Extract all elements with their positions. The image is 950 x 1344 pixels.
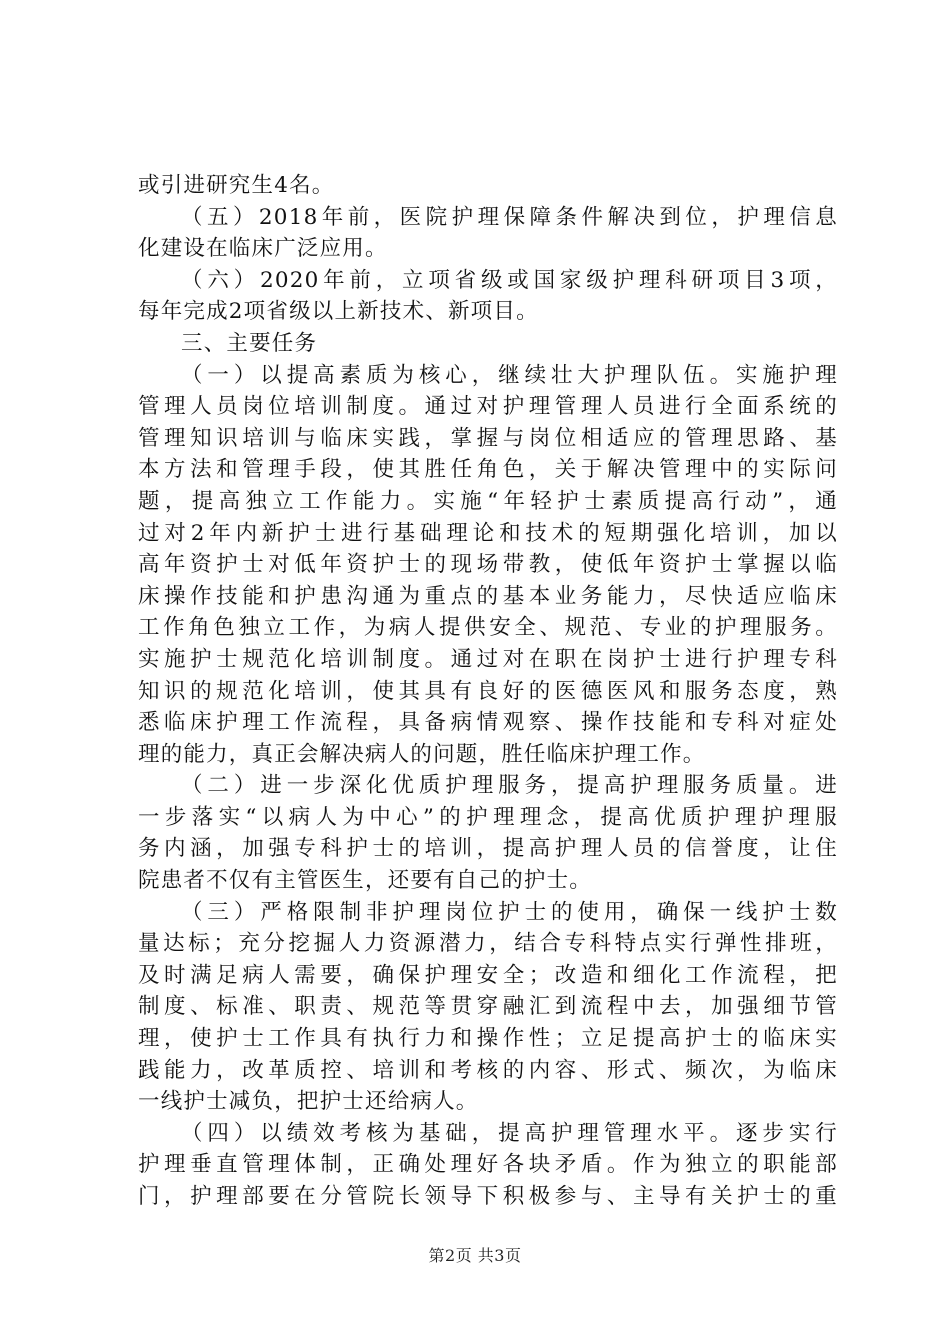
text-line: 三、主要任务 — [181, 330, 318, 356]
text-line: 本方法和管理手段，使其胜任角色，关于解决管理中的实际问 — [138, 457, 838, 483]
text-line: （五）2018年前，医院护理保障条件解决到位，护理信息 — [181, 204, 838, 230]
text-line: 知识的规范化培训，使其具有良好的医德医风和服务态度，熟 — [138, 678, 838, 704]
text-line: 理，使护士工作具有执行力和操作性；立足提高护士的临床实 — [138, 1026, 838, 1052]
text-line: 制度、标准、职责、规范等贯穿融汇到流程中去，加强细节管 — [138, 994, 838, 1020]
text-line: 践能力，改革质控、培训和考核的内容、形式、频次，为临床 — [138, 1057, 838, 1083]
text-line: 实施护士规范化培训制度。通过对在职在岗护士进行护理专科 — [138, 646, 838, 672]
text-line: 床操作技能和护患沟通为重点的基本业务能力，尽快适应临床 — [138, 583, 838, 609]
text-line: （二）进一步深化优质护理服务，提高护理服务质量。进 — [181, 773, 838, 799]
document-body — [138, 170, 838, 1213]
text-line: 门，护理部要在分管院长领导下积极参与、主导有关护士的重 — [138, 1184, 838, 1209]
text-line: 每年完成2项省级以上新技术、新项目。 — [138, 299, 539, 325]
text-line: 或引进研究生4名。 — [138, 173, 335, 198]
text-line: 高年资护士对低年资护士的现场带教，使低年资护士掌握以临 — [138, 552, 838, 578]
text-line: 及时满足病人需要，确保护理安全；改造和细化工作流程，把 — [138, 962, 838, 988]
text-line: 护理垂直管理体制，正确处理好各块矛盾。作为独立的职能部 — [138, 1152, 838, 1178]
text-line: （六）2020年前，立项省级或国家级护理科研项目3项， — [181, 267, 838, 293]
text-line: 化建设在临床广泛应用。 — [138, 236, 388, 262]
text-line: 题，提高独立工作能力。实施“年轻护士素质提高行动”，通 — [138, 488, 838, 514]
text-line: （四）以绩效考核为基础，提高护理管理水平。逐步实行 — [181, 1120, 838, 1146]
text-line: 一步落实“以病人为中心”的护理理念，提高优质护理护理服 — [138, 804, 838, 830]
text-line: （一）以提高素质为核心，继续壮大护理队伍。实施护理 — [181, 362, 838, 388]
text-line: 一线护士减负，把护士还给病人。 — [138, 1089, 479, 1115]
text-line: 悉临床护理工作流程，具备病情观察、操作技能和专科对症处 — [138, 710, 838, 736]
text-line: （三）严格限制非护理岗位护士的使用，确保一线护士数 — [181, 899, 838, 925]
text-line: 工作角色独立工作，为病人提供安全、规范、专业的护理服务。 — [138, 615, 838, 641]
text-line: 量达标；充分挖掘人力资源潜力，结合专科特点实行弹性排班， — [138, 931, 838, 957]
text-line: 院患者不仅有主管医生，还要有自己的护士。 — [138, 868, 593, 894]
text-line: 务内涵，加强专科护士的培训，提高护理人员的信誉度，让住 — [138, 836, 838, 862]
text-line: 理的能力，真正会解决病人的问题，胜任临床护理工作。 — [138, 741, 706, 767]
page-footer: 第2页 共3页 — [428, 1246, 522, 1265]
text-line: 管理知识培训与临床实践，掌握与岗位相适应的管理思路、基 — [138, 425, 838, 451]
text-line: 管理人员岗位培训制度。通过对护理管理人员进行全面系统的 — [138, 394, 838, 420]
text-line: 过对2年内新护士进行基础理论和技术的短期强化培训，加以 — [138, 520, 838, 546]
